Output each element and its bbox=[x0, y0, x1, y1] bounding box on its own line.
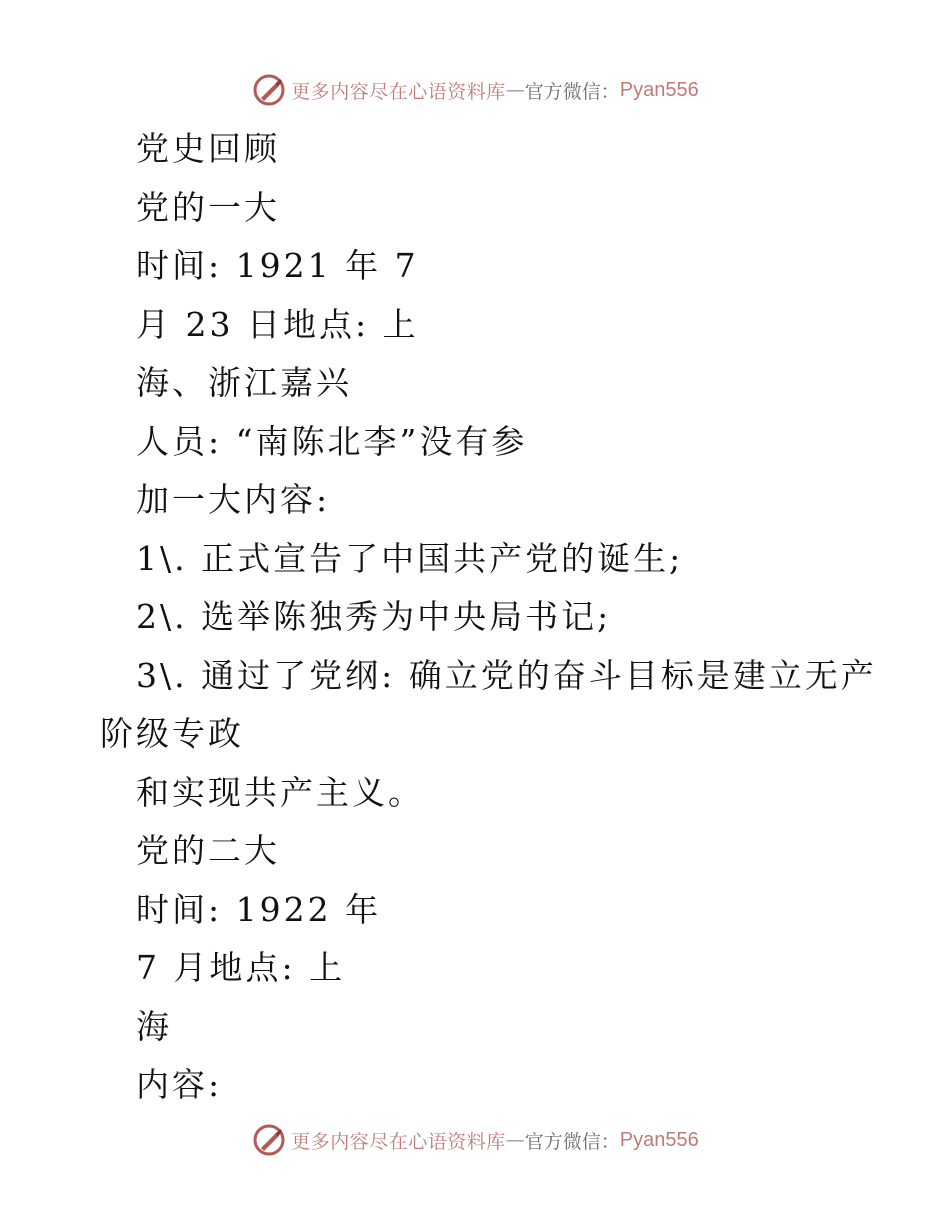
watermark-separator: — bbox=[505, 1129, 525, 1151]
watermark-text: 更多内容尽在心语资料库 bbox=[291, 1130, 506, 1153]
document-body bbox=[100, 120, 877, 1115]
text-line: 和实现共产主义。 bbox=[136, 772, 424, 812]
watermark-wechat-label: 官方微信： bbox=[524, 1130, 620, 1153]
text-line: 人员: “南陈北李”没有参 bbox=[136, 421, 528, 461]
watermark-text: 更多内容尽在心语资料库 bbox=[291, 80, 506, 103]
text-line: 7 月地点: 上 bbox=[136, 948, 346, 987]
text-line: 月 23 日地点: 上 bbox=[136, 304, 419, 344]
text-line: 阶级专政 bbox=[100, 714, 244, 753]
watermark-wechat-id: Pyan556 bbox=[619, 78, 699, 101]
text-line: 内容: bbox=[136, 1065, 223, 1104]
watermark-wechat-id: Pyan556 bbox=[619, 1128, 699, 1151]
watermark-banner-top bbox=[0, 68, 950, 112]
text-line: 3\. 通过了党纲: 确立党的奋斗目标是建立无产 bbox=[136, 655, 877, 695]
text-line: 2\. 选举陈独秀为中央局书记; bbox=[136, 597, 612, 636]
text-line: 海 bbox=[136, 1006, 172, 1046]
text-line: 党的二大 bbox=[136, 831, 280, 870]
watermark-banner-bottom bbox=[0, 1118, 950, 1162]
text-line: 海、浙江嘉兴 bbox=[136, 363, 352, 402]
text-line: 党史回顾 bbox=[136, 129, 280, 168]
watermark-wechat-label: 官方微信： bbox=[524, 80, 620, 103]
pen-nib-logo-icon bbox=[251, 72, 287, 108]
watermark-separator: — bbox=[505, 79, 525, 101]
text-line: 1\. 正式宣告了中国共产党的诞生; bbox=[136, 538, 684, 578]
text-line: 时间: 1921 年 7 bbox=[136, 246, 419, 285]
text-line: 加一大内容: bbox=[136, 480, 331, 519]
pen-nib-logo-icon bbox=[251, 1122, 287, 1158]
text-line: 时间: 1922 年 bbox=[136, 889, 382, 929]
text-line: 党的一大 bbox=[136, 187, 280, 227]
